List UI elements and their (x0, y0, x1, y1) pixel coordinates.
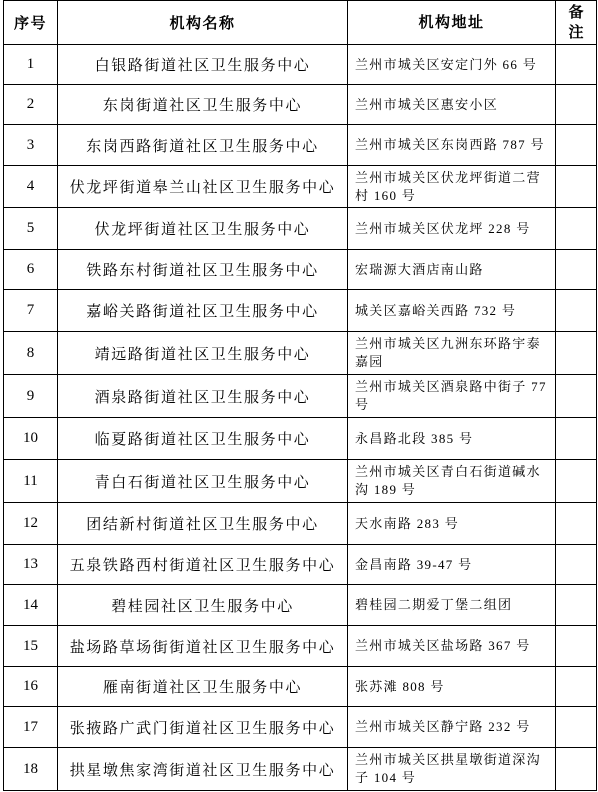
institution-name-cell-text: 团结新村街道社区卫生服务中心 (86, 517, 319, 533)
institution-name-cell-text: 铁路东村街道社区卫生服务中心 (86, 263, 319, 279)
institution-name-cell (58, 748, 348, 791)
institution-name-cell-text: 青白石街道社区卫生服务中心 (94, 474, 311, 491)
table-row (4, 418, 597, 460)
row-index-cell (4, 250, 58, 290)
note-cell (556, 332, 597, 375)
institution-name-cell-text: 嘉峪关路街道社区卫生服务中心 (86, 304, 319, 320)
institution-name-cell-text: 酒泉路街道社区卫生服务中心 (94, 389, 311, 406)
note-cell (556, 250, 597, 290)
institution-name-cell (58, 375, 348, 418)
table-row (4, 166, 597, 208)
institution-name-cell-text: 白银路街道社区卫生服务中心 (94, 58, 311, 74)
note-cell (556, 626, 597, 667)
row-index-cell (4, 125, 58, 166)
institution-address-cell-text: 宏瑞源大酒店南山路 (355, 261, 484, 277)
row-index-cell (4, 418, 58, 460)
table-row (4, 45, 597, 85)
institution-table (3, 0, 597, 791)
institution-name-cell-text: 靖远路街道社区卫生服务中心 (94, 346, 311, 363)
row-index-cell-text: 4 (26, 178, 35, 194)
note-cell (556, 125, 597, 166)
institution-name-cell-text: 盐场路草场街街道社区卫生服务中心 (69, 639, 336, 656)
institution-address-cell (348, 418, 556, 460)
table-body (4, 45, 597, 791)
institution-name-cell-text: 东岗西路街道社区卫生服务中心 (86, 138, 319, 155)
institution-address-cell (348, 45, 556, 85)
note-cell (556, 748, 597, 791)
institution-address-cell (348, 290, 556, 332)
table-header-row (4, 1, 597, 45)
institution-name-cell (58, 250, 348, 290)
note-cell (556, 208, 597, 250)
row-index-cell-text: 12 (23, 515, 38, 531)
institution-name-cell (58, 667, 348, 707)
row-index-cell-text: 11 (23, 472, 38, 489)
row-index-cell-text: 13 (23, 556, 38, 572)
note-cell (556, 545, 597, 585)
table-row (4, 626, 597, 667)
institution-address-cell (348, 667, 556, 707)
table-row (4, 460, 597, 503)
row-index-cell-text: 10 (23, 430, 38, 446)
row-index-cell (4, 626, 58, 667)
header-address-label: 机构地址 (418, 14, 485, 31)
row-index-cell (4, 503, 58, 545)
institution-address-cell (348, 250, 556, 290)
institution-name-cell (58, 125, 348, 166)
institution-name-cell-text: 张掖路广武门街道社区卫生服务中心 (69, 720, 336, 737)
row-index-cell-text: 1 (26, 56, 35, 72)
note-cell (556, 707, 597, 748)
header-name-label: 机构名称 (169, 16, 236, 32)
row-index-cell (4, 208, 58, 250)
institution-address-cell (348, 748, 556, 791)
institution-address-cell (348, 585, 556, 626)
row-index-cell-text: 16 (23, 678, 38, 694)
institution-name-cell (58, 85, 348, 125)
institution-address-cell (348, 626, 556, 667)
institution-address-cell-text: 兰州市城关区伏龙坪 228 号 (355, 220, 531, 236)
table-row (4, 503, 597, 545)
institution-name-cell (58, 585, 348, 626)
row-index-cell-text: 9 (26, 387, 35, 404)
row-index-cell (4, 748, 58, 791)
institution-address-cell-text: 兰州市城关区青白石街道碱水沟 189 号 (355, 464, 541, 497)
institution-name-cell-text: 东岗街道社区卫生服务中心 (102, 98, 303, 114)
header-index-label: 序号 (13, 16, 47, 32)
institution-name-cell-text: 拱星墩焦家湾街道社区卫生服务中心 (69, 762, 336, 779)
row-index-cell (4, 667, 58, 707)
institution-name-cell (58, 707, 348, 748)
row-index-cell-text: 8 (26, 344, 35, 361)
institution-address-cell (348, 460, 556, 503)
institution-address-cell-text: 张苏滩 808 号 (355, 678, 445, 694)
institution-address-cell (348, 125, 556, 166)
institution-address-cell (348, 707, 556, 748)
table-row (4, 545, 597, 585)
institution-address-cell (348, 503, 556, 545)
institution-name-cell-text: 伏龙坪街道皋兰山社区卫生服务中心 (69, 180, 336, 196)
table-row (4, 748, 597, 791)
institution-name-cell-text: 雁南街道社区卫生服务中心 (102, 680, 303, 696)
note-cell (556, 585, 597, 626)
table-row (4, 332, 597, 375)
note-cell (556, 45, 597, 85)
row-index-cell (4, 545, 58, 585)
institution-address-cell-text: 兰州市城关区安定门外 66 号 (355, 56, 537, 72)
table-row (4, 85, 597, 125)
note-cell (556, 375, 597, 418)
row-index-cell-text: 17 (23, 718, 38, 735)
note-cell (556, 85, 597, 125)
institution-address-cell-text: 兰州市城关区盐场路 367 号 (355, 638, 531, 653)
table-row (4, 375, 597, 418)
note-cell (556, 667, 597, 707)
row-index-cell-text: 2 (26, 96, 35, 112)
row-index-cell-text: 15 (23, 637, 38, 654)
institution-address-cell (348, 166, 556, 208)
note-cell (556, 503, 597, 545)
institution-address-cell (348, 208, 556, 250)
header-address-cell (348, 1, 556, 45)
row-index-cell (4, 585, 58, 626)
note-cell (556, 418, 597, 460)
institution-name-cell (58, 460, 348, 503)
row-index-cell-text: 18 (23, 760, 38, 777)
institution-address-cell-text: 城关区嘉峪关西路 732 号 (355, 302, 517, 318)
institution-address-cell-text: 兰州市城关区伏龙坪街道二营村 160 号 (355, 169, 541, 203)
institution-name-cell-text: 碧桂园社区卫生服务中心 (111, 598, 294, 615)
row-index-cell-text: 7 (26, 302, 35, 318)
institution-name-cell (58, 418, 348, 460)
institution-name-cell-text: 五泉铁路西村街道社区卫生服务中心 (69, 558, 336, 574)
institution-address-cell (348, 85, 556, 125)
institution-address-cell-text: 兰州市城关区东岗西路 787 号 (355, 137, 545, 152)
row-index-cell (4, 375, 58, 418)
institution-address-cell-text: 兰州市城关区九洲东环路宇泰嘉园 (355, 336, 541, 369)
institution-address-cell-text: 金昌南路 39-47 号 (355, 556, 473, 572)
institution-name-cell (58, 290, 348, 332)
institution-address-cell (348, 545, 556, 585)
institution-name-cell (58, 332, 348, 375)
table-row (4, 208, 597, 250)
row-index-cell (4, 166, 58, 208)
note-cell (556, 290, 597, 332)
header-note-cell (556, 1, 597, 45)
header-note-label: 备注 (568, 4, 586, 41)
row-index-cell (4, 707, 58, 748)
table-row (4, 290, 597, 332)
row-index-cell-text: 6 (26, 261, 35, 277)
table-row (4, 667, 597, 707)
institution-name-cell-text: 伏龙坪街道社区卫生服务中心 (94, 222, 311, 238)
row-index-cell (4, 460, 58, 503)
institution-name-cell (58, 626, 348, 667)
row-index-cell (4, 85, 58, 125)
row-index-cell-text: 14 (23, 596, 38, 613)
header-index-cell (4, 1, 58, 45)
institution-address-cell (348, 375, 556, 418)
row-index-cell (4, 332, 58, 375)
institution-address-cell-text: 兰州市城关区惠安小区 (355, 96, 499, 112)
table-row (4, 585, 597, 626)
institution-name-cell (58, 166, 348, 208)
institution-address-cell-text: 天水南路 283 号 (355, 515, 459, 531)
row-index-cell-text: 5 (26, 220, 35, 236)
note-cell (556, 166, 597, 208)
row-index-cell (4, 45, 58, 85)
institution-name-cell (58, 545, 348, 585)
institution-address-cell-text: 兰州市城关区酒泉路中街子 77 号 (355, 379, 547, 412)
row-index-cell (4, 290, 58, 332)
institution-name-cell (58, 503, 348, 545)
table-row (4, 125, 597, 166)
institution-address-cell-text: 碧桂园二期爱丁堡二组团 (355, 597, 513, 612)
row-index-cell-text: 3 (26, 136, 35, 153)
institution-name-cell (58, 45, 348, 85)
table-row (4, 707, 597, 748)
institution-name-cell (58, 208, 348, 250)
institution-address-cell-text: 兰州市城关区静宁路 232 号 (355, 719, 531, 734)
header-name-cell (58, 1, 348, 45)
institution-name-cell-text: 临夏路街道社区卫生服务中心 (94, 432, 311, 448)
note-cell (556, 460, 597, 503)
institution-address-cell-text: 永昌路北段 385 号 (355, 430, 474, 446)
institution-address-cell-text: 兰州市城关区拱星墩街道深沟子 104 号 (355, 752, 541, 785)
institution-address-cell (348, 332, 556, 375)
table-row (4, 250, 597, 290)
